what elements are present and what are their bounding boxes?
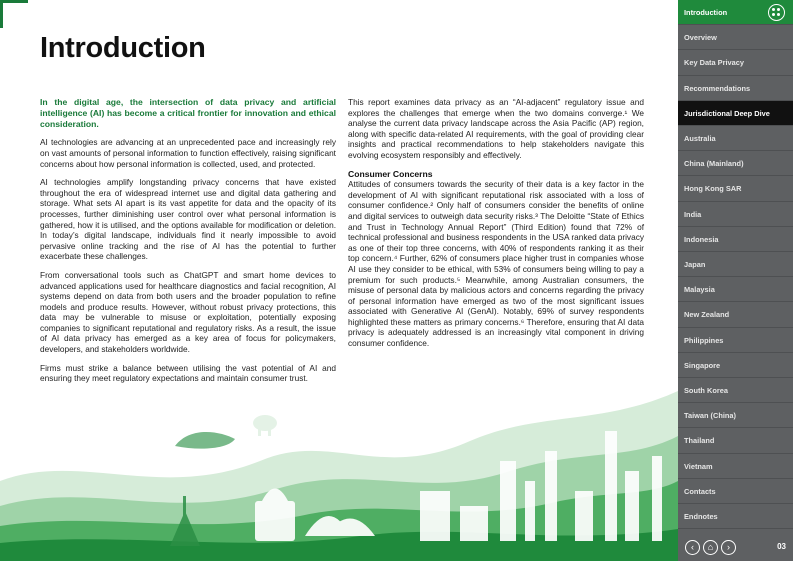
sidebar-item-overview[interactable] [678,25,793,50]
sidebar-item-label: Contacts [684,486,716,496]
corner-mark [0,0,28,28]
intro-paragraph: This report examines data privacy as an “AI-adjacent” regulatory issue and explores the challenges that emerge when the two domains converge.¹ We analyse the current data privacy landscape across the Asia Pacific (AP) region, along with specific data-related AI requirements, with the goal of providing clear insights and practical recommendations to help stakeholders navigate this evolving ecosystem responsibly and effectively. [348,97,644,160]
sidebar-footer [678,534,793,561]
sidebar-item-label: New Zealand [684,310,730,320]
sidebar-item-label: Recommendations [684,83,751,93]
body-paragraph: Firms must strike a balance between utilising the vast potential of AI and ensuring they meet regulatory expectations and maintain consumer trust. [40,362,336,384]
page-title: Introduction [40,32,206,64]
asia-pacific-landscape-illustration [0,331,678,561]
sidebar-item-china-mainland[interactable] [678,151,793,176]
sidebar-item-label: Key Data Privacy [684,58,744,68]
sidebar-item-label: Indonesia [684,234,719,244]
page-number: 03 [777,542,786,551]
sidebar-item-label: Jurisdictional Deep Dive [684,108,770,118]
body-paragraph: Attitudes of consumers towards the security of their data is a key factor in the development of AI with significant reputational risk associated with a loss of consumer confidence.² Only half of consumers consider the benefits of online and digital services to outweigh data security risks.³ The Deloitte “State of Ethics and Trust in Technology Annual Report” (Third Edition) found that 72% of technical professional and business respondents in the USA ranked data privacy as one of their top three concerns, with 40% of respondents ranking it as their top concern.⁴ Further, 62% of consumers place higher trust in companies whose AI use they consider to be ethical, with 53% of consumers being willing to pay a premium for such products.⁵ Meanwhile, among Australian consumers, the misuse of personal data by malicious actors and concerns regarding the privacy of personal information have emerged as two of the most significant issues associated with Generative AI (GenAI). Notably, 69% of survey respondents highlighted these matters as primary concerns.⁶ Therefore, ensuring that AI data privacy is adequately addressed is an increasingly vital component in driving consumer confidence. [348,179,644,349]
sidebar-item-australia[interactable] [678,126,793,151]
sidebar-item-endnotes[interactable] [678,504,793,529]
sidebar-item-indonesia[interactable] [678,227,793,252]
sidebar-item-jurisdictional-deep-dive[interactable] [678,101,793,126]
sidebar-item-south-korea[interactable] [678,378,793,403]
sidebar-item-label: Endnotes [684,512,718,521]
sidebar-item-label: Vietnam [684,461,713,471]
sidebar-item-recommendations[interactable] [678,76,793,101]
sidebar-item-label: South Korea [684,386,728,395]
body-paragraph: From conversational tools such as ChatGPT and smart home devices to advanced applications used for healthcare diagnostics and facial recognition, AI systems depend on data from both users and the broader population to refine models and produce results. However, without robust privacy protections, this data may be vulnerable to misuse or exploitation, potentially exposing companies to significant reputational and regulatory risks. As a result, the issue of AI data privacy has emerged as a key area of focus for policymakers, developers, and stakeholders worldwide. [40,269,336,355]
section-navigation-sidebar [678,0,793,561]
right-column [348,97,644,357]
sidebar-item-malaysia[interactable] [678,277,793,302]
sidebar-item-thailand[interactable] [678,428,793,453]
sidebar-item-new-zealand[interactable] [678,302,793,327]
sidebar-item-japan[interactable] [678,252,793,277]
grid-menu-icon[interactable] [768,4,785,21]
sidebar-item-india[interactable] [678,202,793,227]
sidebar-item-label: Japan [684,260,706,269]
sidebar-item-vietnam[interactable] [678,454,793,479]
sidebar-item-hong-kong-sar[interactable] [678,176,793,201]
sidebar-item-label: Malaysia [684,285,715,295]
sidebar-item-label: China (Mainland) [684,159,744,169]
sidebar-item-label: Overview [684,33,717,43]
previous-page-icon[interactable]: ‹ [685,540,700,555]
sidebar-item-label: Singapore [684,360,721,370]
sidebar-item-key-data-privacy[interactable] [678,50,793,75]
sidebar-item-introduction[interactable] [678,0,793,25]
sidebar-item-singapore[interactable] [678,353,793,378]
lead-paragraph: In the digital age, the intersection of data privacy and artificial intelligence (AI) has become a critical frontier for innovation and ethical consideration. [40,97,336,129]
home-icon[interactable]: ⌂ [703,540,718,555]
body-paragraph: AI technologies amplify longstanding privacy concerns that have existed throughout the era of widespread internet use and digital data gathering and storage. What sets AI apart is its vast appetite for data and the opacity of its processes, further diminishing user control over what personal information is gathered, how it is utilised, and the options available for modification or deletion. In today’s digital landscape, individuals find it nearly impossible to avoid pervasive online tracking and the rise of AI has the potential to further exacerbate these challenges. [40,177,336,262]
section-subheading: Consumer Concerns [348,168,433,179]
sidebar-item-philippines[interactable] [678,328,793,353]
body-paragraph: AI technologies are advancing at an unprecedented pace and increasingly rely on vast amounts of personal information to function effectively, raising significant concerns about how personal information is collected, used, and protected. [40,137,336,169]
sidebar-item-contacts[interactable] [678,479,793,504]
sidebar-item-label: Australia [684,134,716,143]
sidebar-item-label: Philippines [684,335,724,345]
sidebar-item-label: India [684,209,702,219]
next-page-icon[interactable]: › [721,540,736,555]
sidebar-item-label: Taiwan (China) [684,411,737,421]
sidebar-item-label: Introduction [684,8,728,17]
sidebar-item-label: Thailand [684,436,715,446]
sidebar-item-label: Hong Kong SAR [684,184,742,194]
sidebar-item-taiwan-china[interactable] [678,403,793,428]
